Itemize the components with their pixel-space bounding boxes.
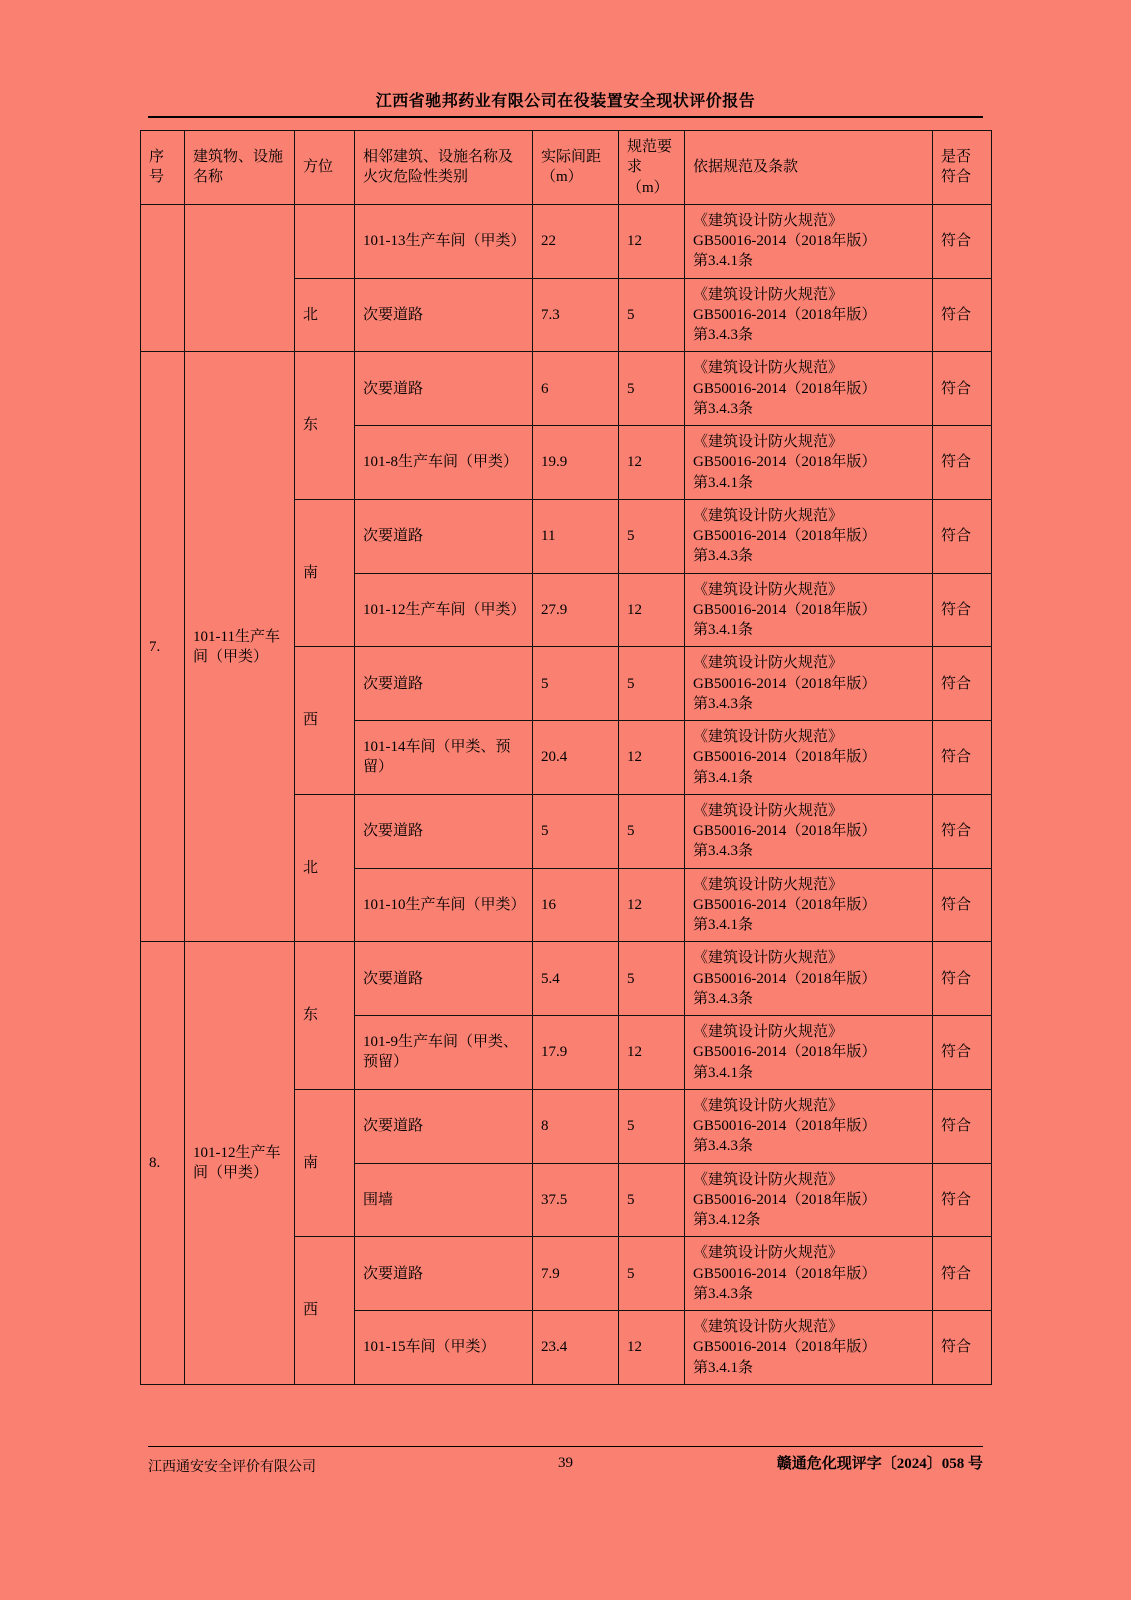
cell-adjacent: 101-14车间（甲类、预留） xyxy=(355,721,533,795)
cell-adjacent: 次要道路 xyxy=(355,278,533,352)
standard-line: GB50016-2014（2018年版） xyxy=(693,1118,877,1134)
cell-required-distance: 12 xyxy=(619,204,685,278)
header-adjacent: 相邻建筑、设施名称及火灾危险性类别 xyxy=(355,131,533,205)
cell-required-distance: 5 xyxy=(619,278,685,352)
header-standard: 依据规范及条款 xyxy=(685,131,933,205)
table-body xyxy=(141,204,992,1384)
standard-line: GB50016-2014（2018年版） xyxy=(693,306,877,323)
standard-line: GB50016-2014（2018年版） xyxy=(693,1044,877,1061)
standard-line: 第3.4.1条 xyxy=(693,253,754,270)
cell-actual-distance: 20.4 xyxy=(533,721,619,795)
standard-line: 第3.4.1条 xyxy=(693,1064,754,1081)
cell-conform: 符合 xyxy=(933,942,992,1016)
cell-actual-distance: 8 xyxy=(533,1089,619,1163)
cell-required-distance: 5 xyxy=(619,1089,685,1163)
cell-adjacent: 次要道路 xyxy=(355,352,533,426)
cell-standard xyxy=(685,1163,933,1237)
cell-standard xyxy=(685,868,933,942)
standard-line: 第3.4.1条 xyxy=(693,1359,754,1376)
standard-line: 《建筑设计防火规范》 xyxy=(693,507,844,524)
cell-standard xyxy=(685,1311,933,1385)
cell-direction xyxy=(295,204,355,278)
standard-line: GB50016-2014（2018年版） xyxy=(693,1265,877,1282)
cell-actual-distance: 5.4 xyxy=(533,942,619,1016)
cell-adjacent: 围墙 xyxy=(355,1163,533,1237)
cell-adjacent: 101-10生产车间（甲类） xyxy=(355,868,533,942)
cell-conform: 符合 xyxy=(933,1237,992,1311)
standard-line: 《建筑设计防火规范》 xyxy=(693,1097,844,1114)
cell-conform: 符合 xyxy=(933,499,992,573)
cell-direction: 西 xyxy=(295,647,355,795)
cell-seq: 8. xyxy=(141,942,185,1385)
cell-conform: 符合 xyxy=(933,721,992,795)
cell-actual-distance: 17.9 xyxy=(533,1016,619,1090)
cell-adjacent: 101-9生产车间（甲类、预留） xyxy=(355,1016,533,1090)
cell-actual-distance: 27.9 xyxy=(533,573,619,647)
cell-adjacent: 次要道路 xyxy=(355,794,533,868)
standard-line: 第3.4.3条 xyxy=(693,1138,754,1155)
cell-required-distance: 5 xyxy=(619,1163,685,1237)
standard-line: 第3.4.3条 xyxy=(693,695,754,712)
footer-page-number: 39 xyxy=(558,1455,573,1471)
cell-actual-distance: 6 xyxy=(533,352,619,426)
cell-standard xyxy=(685,647,933,721)
cell-standard xyxy=(685,1016,933,1090)
cell-actual-distance: 19.9 xyxy=(533,426,619,500)
cell-adjacent: 次要道路 xyxy=(355,1237,533,1311)
standard-line: 《建筑设计防火规范》 xyxy=(693,729,844,745)
cell-conform: 符合 xyxy=(933,352,992,426)
cell-standard xyxy=(685,278,933,352)
cell-standard xyxy=(685,499,933,573)
standard-line: GB50016-2014（2018年版） xyxy=(693,1339,877,1356)
cell-required-distance: 12 xyxy=(619,573,685,647)
cell-required-distance: 5 xyxy=(619,1237,685,1311)
cell-standard xyxy=(685,1237,933,1311)
standard-line: 《建筑设计防火规范》 xyxy=(693,1024,844,1040)
cell-actual-distance: 7.3 xyxy=(533,278,619,352)
table-header-row xyxy=(141,131,992,205)
standard-line: GB50016-2014（2018年版） xyxy=(693,233,877,249)
cell-required-distance: 12 xyxy=(619,721,685,795)
table-row xyxy=(141,352,992,426)
cell-actual-distance: 23.4 xyxy=(533,1311,619,1385)
cell-conform: 符合 xyxy=(933,868,992,942)
cell-required-distance: 5 xyxy=(619,942,685,1016)
cell-conform: 符合 xyxy=(933,1016,992,1090)
cell-required-distance: 5 xyxy=(619,794,685,868)
standard-line: 《建筑设计防火规范》 xyxy=(693,434,844,450)
cell-seq: 7. xyxy=(141,352,185,942)
cell-standard xyxy=(685,352,933,426)
standard-line: GB50016-2014（2018年版） xyxy=(693,454,877,471)
cell-direction: 西 xyxy=(295,1237,355,1385)
cell-adjacent: 101-15车间（甲类） xyxy=(355,1311,533,1385)
standard-line: 第3.4.3条 xyxy=(693,327,754,343)
cell-standard xyxy=(685,426,933,500)
standard-line: GB50016-2014（2018年版） xyxy=(693,601,877,618)
cell-conform: 符合 xyxy=(933,1311,992,1385)
standard-line: 《建筑设计防火规范》 xyxy=(693,1245,844,1262)
cell-conform: 符合 xyxy=(933,1089,992,1163)
standard-line: 第3.4.1条 xyxy=(693,474,754,491)
cell-adjacent: 次要道路 xyxy=(355,942,533,1016)
cell-conform: 符合 xyxy=(933,204,992,278)
header-divider xyxy=(148,116,983,118)
cell-building-name xyxy=(185,204,295,352)
cell-required-distance: 12 xyxy=(619,868,685,942)
standard-line: 《建筑设计防火规范》 xyxy=(693,1319,844,1335)
header-actual-distance: 实际间距（m） xyxy=(533,131,619,205)
standard-line: 《建筑设计防火规范》 xyxy=(693,876,844,893)
cell-adjacent: 101-13生产车间（甲类） xyxy=(355,204,533,278)
standard-line: 第3.4.3条 xyxy=(693,843,754,860)
standard-line: 第3.4.3条 xyxy=(693,1285,754,1302)
cell-building-name: 101-12生产车间（甲类） xyxy=(185,942,295,1385)
standard-line: 《建筑设计防火规范》 xyxy=(693,655,844,672)
cell-standard xyxy=(685,573,933,647)
standard-line: GB50016-2014（2018年版） xyxy=(693,970,877,987)
footer-company: 江西通安安全评价有限公司 xyxy=(148,1460,316,1475)
cell-adjacent: 次要道路 xyxy=(355,499,533,573)
cell-actual-distance: 5 xyxy=(533,794,619,868)
cell-conform: 符合 xyxy=(933,573,992,647)
cell-required-distance: 12 xyxy=(619,1016,685,1090)
header-name: 建筑物、设施名称 xyxy=(185,131,295,205)
standard-line: 第3.4.1条 xyxy=(693,622,754,638)
standard-line: 《建筑设计防火规范》 xyxy=(693,950,844,967)
page-header-title: 江西省驰邦药业有限公司在役装置安全现状评价报告 xyxy=(375,93,756,110)
standard-line: GB50016-2014（2018年版） xyxy=(693,380,877,397)
cell-actual-distance: 5 xyxy=(533,647,619,721)
standard-line: GB50016-2014（2018年版） xyxy=(693,675,877,692)
standard-line: GB50016-2014（2018年版） xyxy=(693,528,877,544)
cell-actual-distance: 16 xyxy=(533,868,619,942)
header-conform: 是否符合 xyxy=(933,131,992,205)
cell-actual-distance: 11 xyxy=(533,499,619,573)
table-row xyxy=(141,204,992,278)
cell-conform: 符合 xyxy=(933,1163,992,1237)
cell-standard xyxy=(685,721,933,795)
standard-line: 《建筑设计防火规范》 xyxy=(693,1171,844,1188)
cell-direction: 东 xyxy=(295,942,355,1090)
standard-line: 第3.4.1条 xyxy=(693,769,754,786)
standard-line: GB50016-2014（2018年版） xyxy=(693,1191,877,1208)
cell-actual-distance: 37.5 xyxy=(533,1163,619,1237)
standard-line: 《建筑设计防火规范》 xyxy=(693,802,844,819)
cell-required-distance: 5 xyxy=(619,352,685,426)
standard-line: 《建筑设计防火规范》 xyxy=(693,286,844,303)
standard-line: 《建筑设计防火规范》 xyxy=(693,360,844,377)
cell-direction: 东 xyxy=(295,352,355,500)
standard-line: 第3.4.3条 xyxy=(693,400,754,417)
cell-building-name: 101-11生产车间（甲类） xyxy=(185,352,295,942)
standard-line: 第3.4.3条 xyxy=(693,990,754,1007)
cell-required-distance: 5 xyxy=(619,647,685,721)
fire-distance-table xyxy=(140,130,992,1385)
standard-line: GB50016-2014（2018年版） xyxy=(693,896,877,913)
cell-adjacent: 次要道路 xyxy=(355,1089,533,1163)
header-required-distance: 规范要求（m） xyxy=(619,131,685,205)
header-direction: 方位 xyxy=(295,131,355,205)
cell-actual-distance: 22 xyxy=(533,204,619,278)
cell-adjacent: 次要道路 xyxy=(355,647,533,721)
header-seq: 序号 xyxy=(141,131,185,205)
standard-line: 第3.4.12条 xyxy=(693,1212,761,1228)
standard-line: 《建筑设计防火规范》 xyxy=(693,212,844,229)
cell-required-distance: 12 xyxy=(619,426,685,500)
cell-standard xyxy=(685,204,933,278)
standard-line: 《建筑设计防火规范》 xyxy=(693,581,844,598)
cell-direction: 北 xyxy=(295,794,355,942)
cell-adjacent: 101-8生产车间（甲类） xyxy=(355,426,533,500)
footer-divider xyxy=(148,1446,983,1447)
cell-conform: 符合 xyxy=(933,794,992,868)
cell-conform: 符合 xyxy=(933,426,992,500)
table-row xyxy=(141,942,992,1016)
cell-standard xyxy=(685,942,933,1016)
cell-required-distance: 12 xyxy=(619,1311,685,1385)
cell-direction: 南 xyxy=(295,1089,355,1237)
cell-adjacent: 101-12生产车间（甲类） xyxy=(355,573,533,647)
cell-actual-distance: 7.9 xyxy=(533,1237,619,1311)
standard-line: GB50016-2014（2018年版） xyxy=(693,749,877,766)
cell-conform: 符合 xyxy=(933,278,992,352)
cell-standard xyxy=(685,1089,933,1163)
standard-line: 第3.4.3条 xyxy=(693,548,754,565)
cell-direction: 南 xyxy=(295,499,355,647)
cell-conform: 符合 xyxy=(933,647,992,721)
standard-line: 第3.4.1条 xyxy=(693,917,754,933)
cell-direction: 北 xyxy=(295,278,355,352)
footer-report-number: 赣通危化现评字〔2024〕058 号 xyxy=(776,1456,983,1472)
standard-line: GB50016-2014（2018年版） xyxy=(693,823,877,839)
cell-required-distance: 5 xyxy=(619,499,685,573)
cell-standard xyxy=(685,794,933,868)
cell-seq xyxy=(141,204,185,352)
